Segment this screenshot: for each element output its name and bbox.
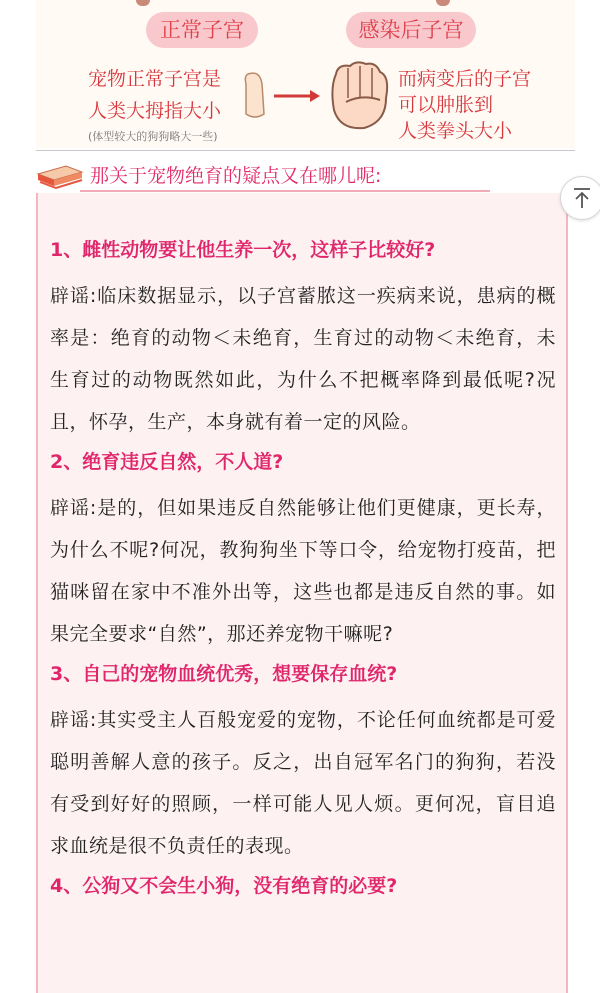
answer-3: 辟谣:其实受主人百般宠爱的宠物，不论任何血统都是可爱聪明善解人意的孩子。反之，出自冠军名门的狗狗，若没有受到好好的照顾，一样可能人见人烦。更何况，盲目追求血统是很不负责任的表现。 — [50, 709, 556, 857]
question-2: 2、绝育违反自然，不人道? — [50, 451, 284, 473]
infected-uterus-label: 感染后子宫 — [346, 12, 476, 48]
scroll-to-top-button[interactable] — [560, 176, 600, 220]
thumb-icon — [242, 70, 268, 120]
infected-desc-line2: 可以肿胀到 — [398, 94, 494, 116]
normal-desc-line1: 宠物正常子宫是 — [88, 68, 222, 90]
section-underline — [80, 190, 490, 192]
answer-2: 辟谣:是的，但如果违反自然能够让他们更健康，更长寿，为什么不呢?何况，教狗狗坐下等口令，给宠物打疫苗，把猫咪留在家中不准外出等，这些也都是违反自然的事。如果完全要求“自然”，那还养宠物干嘛呢? — [50, 497, 556, 645]
infected-desc-line1: 而病变后的子宫 — [398, 68, 532, 90]
normal-uterus-label: 正常子宫 — [146, 12, 258, 48]
section-heading — [36, 160, 456, 192]
normal-desc-line2: 人类大拇指大小 — [88, 100, 222, 122]
book-stack-icon — [36, 164, 84, 190]
decor-bow-icon — [136, 0, 150, 6]
decor-bow-icon — [436, 0, 450, 6]
question-4: 4、公狗又不会生小狗，没有绝育的必要? — [50, 875, 398, 897]
normal-desc-note: (体型较大的狗狗略大一些) — [88, 130, 218, 143]
answer-1: 辟谣:临床数据显示，以子宫蓄脓这一疾病来说，患病的概率是：绝育的动物＜未绝育，生育过的动物＜未绝育，未生育过的动物既然如此，为什么不把概率降到最低呢?况且，怀孕，生产，本身就有着一定的风险。 — [50, 285, 556, 433]
section-title: 那关于宠物绝育的疑点又在哪儿呢: — [90, 165, 382, 187]
question-1: 1、雌性动物要让他生养一次，这样子比较好? — [50, 239, 436, 261]
arrow-up-to-top-icon — [572, 187, 592, 209]
uterus-comparison-illustration — [36, 0, 575, 148]
qa-panel — [36, 193, 568, 993]
fist-icon — [326, 58, 392, 134]
infected-desc-line3: 人类拳头大小 — [398, 120, 513, 142]
question-3: 3、自己的宠物血统优秀，想要保存血统? — [50, 663, 398, 685]
arrow-right-icon — [272, 88, 322, 104]
divider — [36, 150, 575, 151]
qa-list — [50, 237, 556, 911]
